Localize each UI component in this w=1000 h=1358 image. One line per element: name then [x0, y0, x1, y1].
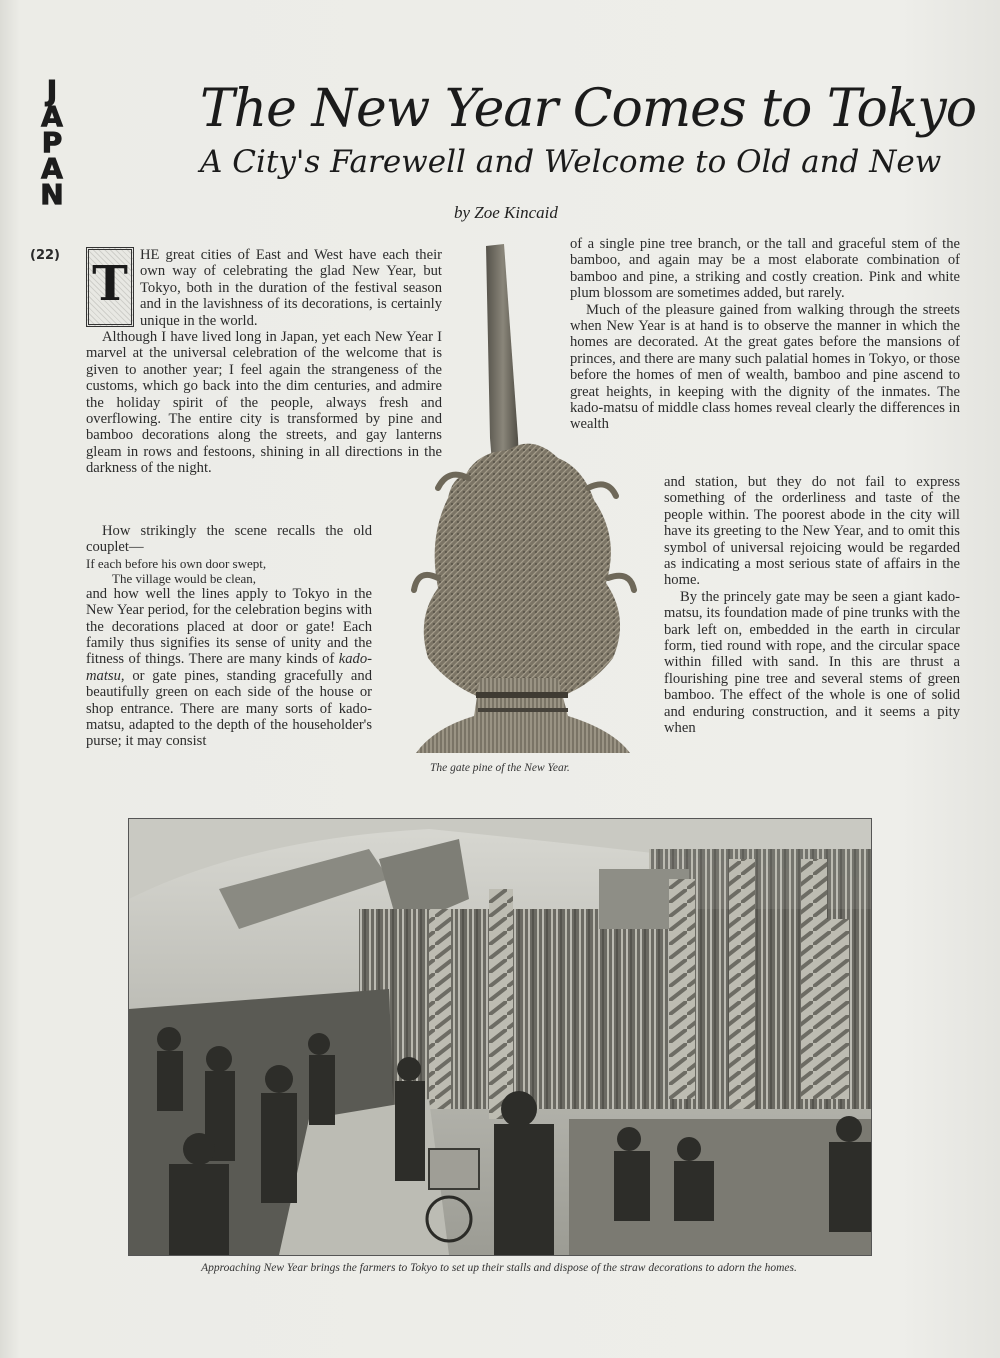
gate-pine-caption: The gate pine of the New Year.	[430, 762, 570, 774]
masthead-letter: A	[41, 152, 63, 185]
market-caption: Approaching New Year brings the farmers to Tokyo to set up their stalls and dispose of the straw decorations to adorn the homes.	[201, 1262, 797, 1274]
masthead-letter: A	[41, 100, 63, 133]
paragraph-2: Although I have lived long in Japan, yet each New Year I marvel at the universal celebration of the welcome that is given to another year; I feel again the strangeness of the customs, which go back into the dim centuries, and admire the holiday spirit of the people, always fresh and overflowing. The entire city is transformed by pine and bamboo decorations along the streets, and gay lanterns gleam in rows and festoons, shining in all directions in the darkness of the night.	[86, 329, 442, 477]
paragraph-7: By the princely gate may be seen a giant kado-matsu, its foundation made of pine trunks with the bark left on, embedded in the earth in circular form, tied round with rope, and the circular space within filled with sand. In this are thrust a flourishing pine tree and several stems of green bamboo. The effect of the whole is one of solid and enduring construction, and it seems a pity when	[664, 588, 960, 737]
kado-matsu-term: kado-matsu	[86, 651, 372, 684]
column-2-lower	[664, 474, 960, 737]
masthead-letter: N	[40, 178, 64, 211]
paragraph-6-text-a: Much of the pleasure gained from walking through the streets when New Year is at hand is to observe the manner in which the homes are decorated. At the great gates before the mansions of princes, and there are many such palatial homes in Tokyo, or those before the homes of men of wealth, bamboo and pine ascend to great heights, in keeping with the dignity of the inmates. The kado-matsu of middle class homes reveal clearly the differences in wealth	[570, 301, 960, 433]
paragraph-4	[86, 586, 372, 750]
paragraph-3: How strikingly the scene recalls the old couplet—	[86, 523, 372, 556]
masthead-letter: J	[46, 74, 58, 107]
paragraph-6-continued: and station, but they do not fail to express something of the orderliness and taste of the people within. The poorest abode in the city will have its greeting to the New Year, and to omit this symbol of universal rejoicing would be regarded as indicating a most serious state of affairs in the home.	[664, 474, 960, 589]
pine-foliage	[424, 444, 620, 708]
drop-cap	[86, 247, 134, 327]
article-subtitle: A City's Farewell and Welcome to Old and New	[200, 144, 942, 180]
column-1	[86, 247, 442, 477]
rope-binding	[476, 692, 568, 698]
masthead-letter: P	[41, 126, 63, 159]
byline: by Zoe Kincaid	[454, 203, 558, 222]
drop-cap-letter: T	[92, 256, 128, 312]
masthead-japan	[30, 74, 74, 211]
paragraph-5: of a single pine tree branch, or the tall and graceful stem of the bamboo, and again may be a most elaborate combination of bamboo and pine, a striking and costly creation. Pink and white plum blossom are sometimes added, but rarely.	[570, 236, 960, 302]
paragraph-1-text: HE great cities of East and West have each their own way of celebrating the glad New Year, but Tokyo, both in the duration of the festival season and in the lavishness of its decorations, is certainly unique in the world.	[140, 247, 442, 329]
gate-pine-illustration	[408, 238, 638, 760]
straw-base	[416, 678, 630, 753]
paragraph-4-text-b: , or gate pines, standing gracefully and beautifully green on each side of the house or shop entrance. There are many sorts of kado-matsu, adapted to the depth of the householder's purse; it may consist	[86, 667, 372, 750]
poem-line-1: If each before his own door swept,	[86, 555, 267, 571]
column-1-lower	[86, 523, 372, 750]
paragraph-1	[86, 247, 442, 329]
market-photograph	[128, 818, 872, 1256]
page-number: (22)	[30, 248, 60, 263]
poem-line-2: The village would be clean,	[112, 570, 257, 586]
article-title: The New Year Comes to Tokyo	[200, 79, 977, 139]
paragraph-4-text-a: and how well the lines apply to Tokyo in the New Year period, for the celebration begins with the decorations placed at door or gate! Each family thus signifies its sense of unity and the fitness of things. There are many kinds of	[86, 585, 372, 668]
